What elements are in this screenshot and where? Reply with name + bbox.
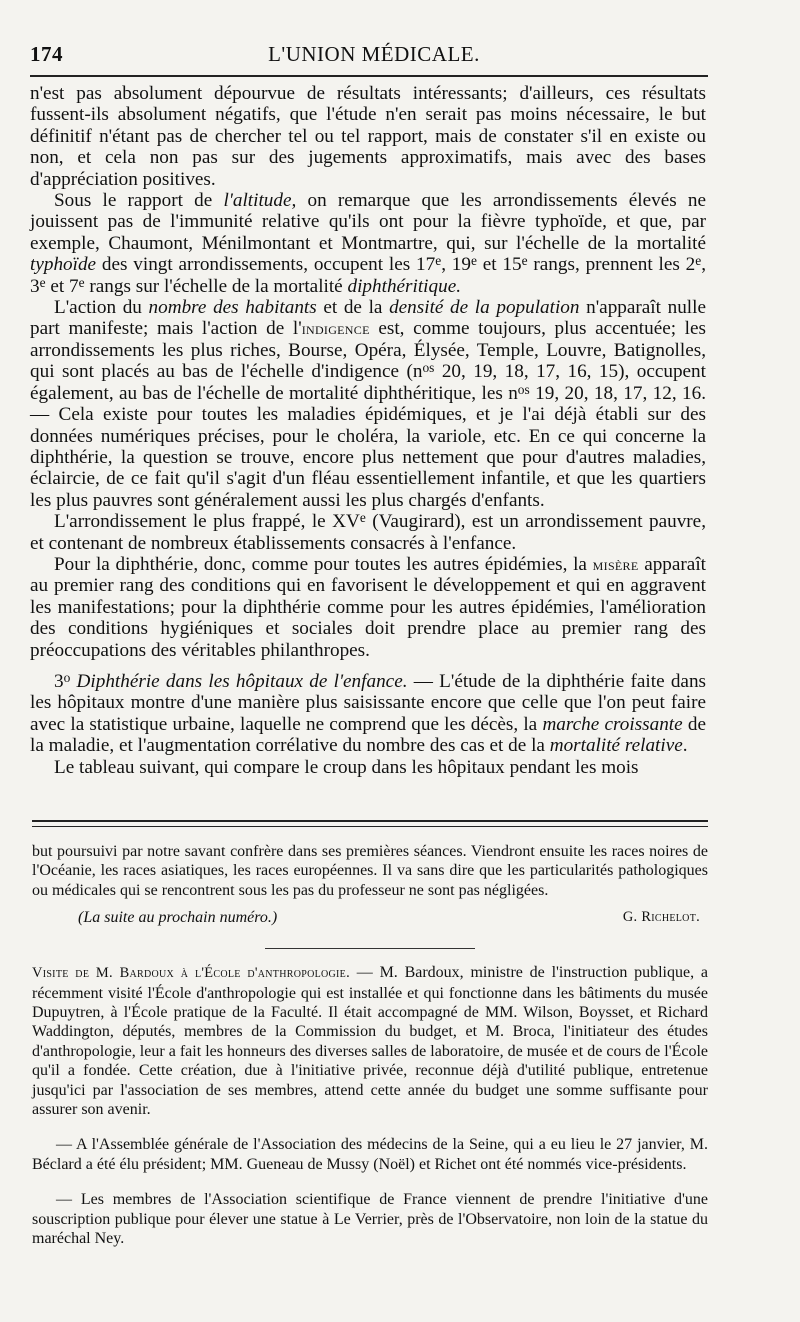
feuilleton-rule [32, 820, 708, 827]
note-2: Visite de M. Bardoux à l'École d'anthropologie. — M. Bardoux, ministre de l'instruction publique, a récemment visité l'École d'anthropologie qui est installée et qui fonctionne dans les bâtiments du musée Dupuytren, à l'École pratique de la Faculté. Il était accompagné de MM. Wilson, Boysset, et Richard Waddington, députés, membres de la Commission du budget, et M. Broca, l'initiateur des études d'anthropologie, leur a fait les honneurs des diverses salles de laboratoire, de musée et de cours de l'École qu'il a fondée. Cette création, due à l'initiative privée, reconnue déjà d'utilité publique, entretenue jusqu'ici par l'association de ses membres, attend cette année du budget une somme suffisante pour assurer son avenir. [32, 964, 708, 1119]
paragraph-4: L'arrondissement le plus frappé, le XVe (Vaugirard), est un arrondissement pauvre, et contenant de nombreux établissements consacrés à l'enfance. [30, 510, 706, 554]
continuation-note: (La suite au prochain numéro.) [78, 909, 278, 927]
note-1: but poursuivi par notre savant confrère dans ses premières séances. Viendront ensuite les races noires de l'Océanie, les races asiatiques, les races européennes. Il va sans dire que les particularités pathologiques ou médicales qui se rencontrent sous les pas du professeur ne sont pas négligées. [32, 843, 708, 899]
running-header [30, 36, 718, 68]
section-3-paragraph: 3$^o$ Diphthérie dans les hôpitaux de l'enfance. — L'étude de la diphthérie faite dans les hôpitaux montre d'une manière plus saisissante encore que celle que l'on peut faire avec la statistique urbaine, laquelle ne comprend que les décès, la marche croissante de la maladie, et l'augmentation corrélative du nombre des cas et de la mortalité relative. [30, 669, 707, 757]
paragraph-1: n'est pas absolument dépourvue de résultats intéressants; d'ailleurs, ces résultats fussent-ils absolument négatifs, que l'étude n'en serait pas moins nécessaire, le but définitif n'étant pas de chercher tel ou tel rapport, mais de constater s'il en existe ou non, et cela non pas sur des jugements approximatifs, mais avec des bases d'appréciation positives. [30, 83, 706, 190]
paragraph-7: Le tableau suivant, qui compare le croup dans les hôpitaux pendant les mois [54, 756, 639, 778]
separator-rule [265, 948, 475, 949]
paragraph-5: Pour la diphthérie, donc, comme pour toutes les autres épidémies, la misère apparaît au premier rang des conditions qui en favorisent le développement et qui en aggravent les manifestations; pour la diphthérie comme pour les autres épidémies, l'amélioration des conditions hygiéniques et sociales doit prendre place au premier rang des préoccupations des véritables philanthropes. [30, 553, 706, 661]
paragraph-3: L'action du nombre des habitants et de la densité de la population n'apparaît nulle part manifeste; mais l'action de l'indigence est, comme toujours, plus accentuée; les arrondissements les plus riches, Bourse, Opéra, Élysée, Temple, Louvre, Batignolles, qui sont placés au bas de l'échelle d'indigence ($n^{os}$ 20, 19, 18, 17, 16, 15), occupent également, au bas de l'échelle de mortalité diphthéritique, les $n^{os}$ 19, 20, 18, 17, 12, 16. — Cela existe pour toutes les maladies épidémiques, et je l'ai déjà établi sur des données numériques précises, pour le choléra, la variole, etc. En ce qui concerne la diphthérie, la question se trouve, encore plus nettement que pour d'autres maladies, éclaircie, de ce fait qu'il s'agit d'un fléau essentiellement infantile, et que les quartiers les plus pauvres sont généralement aussi les plus chargés d'enfants. [30, 297, 707, 511]
header-rule [30, 75, 708, 77]
paragraph-2: Sous le rapport de l'altitude, on remarque que les arrondissements élevés ne jouissent pas de l'immunité relative qu'ils ont pour la fièvre typhoïde, et que, par exemple, Chaumont, Ménilmontant et Montmartre, qui, sur l'échelle de la mortalité typhoïde des vingt arrondissements, occupent les 17e, 19e et 15e rangs, prennent les 2e, 3e et 7e rangs sur l'échelle de la mortalité diphthéritique. [30, 190, 706, 297]
author-signature: G. Richelot. [622, 909, 700, 926]
note-3: — A l'Assemblée générale de l'Association des médecins de la Seine, qui a eu lieu le 27 janvier, M. Béclard a été élu président; MM. Gueneau de Mussy (Noël) et Richet ont été nommés vice-présidents. [32, 1136, 708, 1173]
feuilleton-notes [32, 842, 708, 1265]
signature-line [32, 906, 708, 934]
page-number: 174 [30, 42, 63, 66]
note-2-title: Visite de M. Bardoux à l'École d'anthropologie. [32, 965, 350, 982]
note-4: — Les membres de l'Association scientifique de France viennent de prendre l'initiative d'une souscription publique pour élever une statue à Le Verrier, près de l'Observatoire, non loin de la statue du maréchal Ney. [32, 1191, 708, 1248]
main-text [30, 83, 706, 778]
journal-title: L'UNION MÉDICALE. [268, 42, 480, 66]
